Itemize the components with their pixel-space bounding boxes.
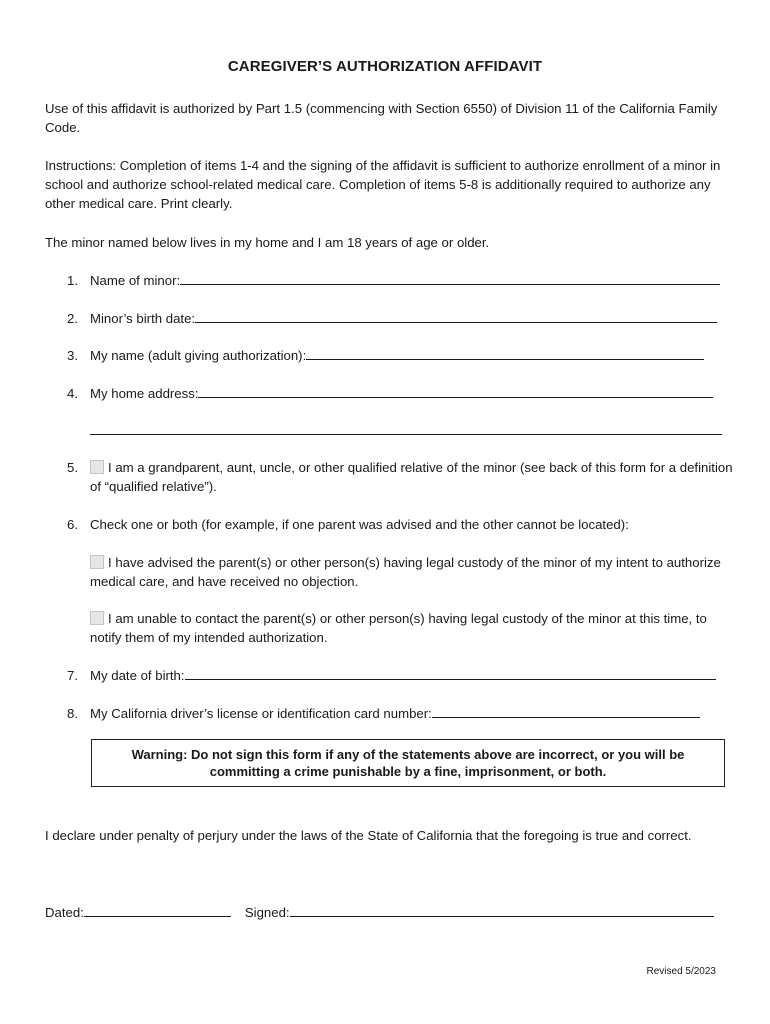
warning-line-2: committing a crime punishable by a fine, imprisonment, or both. [209, 764, 607, 779]
item-caregiver-name [67, 345, 732, 365]
minor-birth-date-field[interactable] [195, 308, 717, 323]
caregiver-name-label: My name (adult giving authorization): [90, 348, 307, 363]
check-one-or-both-text: Check one or both (for example, if one parent was advised and the other cannot be located): [90, 517, 629, 532]
qualified-relative-text: I am a grandparent, aunt, uncle, or other qualified relative of the minor (see back of this form for a definition of “qualified relative”). [90, 460, 733, 494]
license-number-label: My California driver’s license or identification card number: [90, 706, 432, 721]
qualified-relative-checkbox[interactable] [90, 460, 104, 474]
item-number: 7. [67, 668, 78, 683]
caregiver-name-field[interactable] [306, 345, 704, 360]
item-minor-name [67, 270, 732, 290]
item-number: 8. [67, 706, 78, 721]
advised-parents-text: I have advised the parent(s) or other person(s) having legal custody of the minor of my intent to authorize medical care, and have received no objection. [90, 555, 721, 589]
intro-paragraph: Use of this affidavit is authorized by Part 1.5 (commencing with Section 6550) of Division 11 of the California Family Code. [45, 101, 718, 135]
item-license-number [67, 703, 732, 723]
home-address-field-line2[interactable] [90, 420, 722, 435]
signature-row [45, 902, 735, 922]
minor-name-label: Name of minor: [90, 273, 181, 288]
dated-field[interactable] [84, 902, 231, 917]
item-number: 3. [67, 348, 78, 363]
item-number: 2. [67, 311, 78, 326]
item-check-one-or-both [67, 515, 732, 534]
signed-label: Signed: [244, 905, 290, 920]
item-number: 4. [67, 386, 78, 401]
item-minor-birth-date [67, 308, 732, 328]
license-number-field[interactable] [432, 703, 700, 718]
perjury-declaration: I declare under penalty of perjury under the laws of the State of California that the foregoing is true and correct. [45, 828, 692, 843]
option-unable-to-contact [90, 609, 735, 647]
unable-to-contact-text: I am unable to contact the parent(s) or other person(s) having legal custody of the minor at this time, to notify them of my intended authorization. [90, 611, 707, 645]
instructions-paragraph: Instructions: Completion of items 1-4 and the signing of the affidavit is sufficient to authorize enrollment of a minor in school and authorize school-related medical care. Completion of items 5-8 is additionally required to authorize any other medical care. Print clearly. [45, 158, 721, 211]
caregiver-birth-date-field[interactable] [185, 665, 716, 680]
dated-label: Dated: [45, 905, 84, 920]
form-title: CAREGIVER’S AUTHORIZATION AFFIDAVIT [227, 58, 543, 75]
residency-statement: The minor named below lives in my home and I am 18 years of age or older. [45, 235, 490, 250]
item-number: 6. [67, 517, 78, 532]
minor-birth-date-label: Minor’s birth date: [90, 311, 196, 326]
item-caregiver-birth-date [67, 665, 732, 685]
item-number: 5. [67, 460, 78, 475]
unable-to-contact-checkbox[interactable] [90, 611, 104, 625]
item-qualified-relative [90, 458, 735, 496]
option-advised-parents [90, 553, 735, 591]
caregiver-birth-date-label: My date of birth: [90, 668, 185, 683]
advised-parents-checkbox[interactable] [90, 555, 104, 569]
home-address-field[interactable] [198, 383, 713, 398]
minor-name-field[interactable] [180, 270, 720, 285]
warning-box [91, 739, 725, 787]
revision-date: Revised 5/2023 [646, 966, 716, 977]
item-number: 1. [67, 273, 78, 288]
item-home-address [67, 383, 732, 403]
warning-line-1: Warning: Do not sign this form if any of the statements above are incorrect, or you will be [131, 747, 685, 762]
home-address-label: My home address: [90, 386, 199, 401]
signature-field[interactable] [290, 902, 714, 917]
